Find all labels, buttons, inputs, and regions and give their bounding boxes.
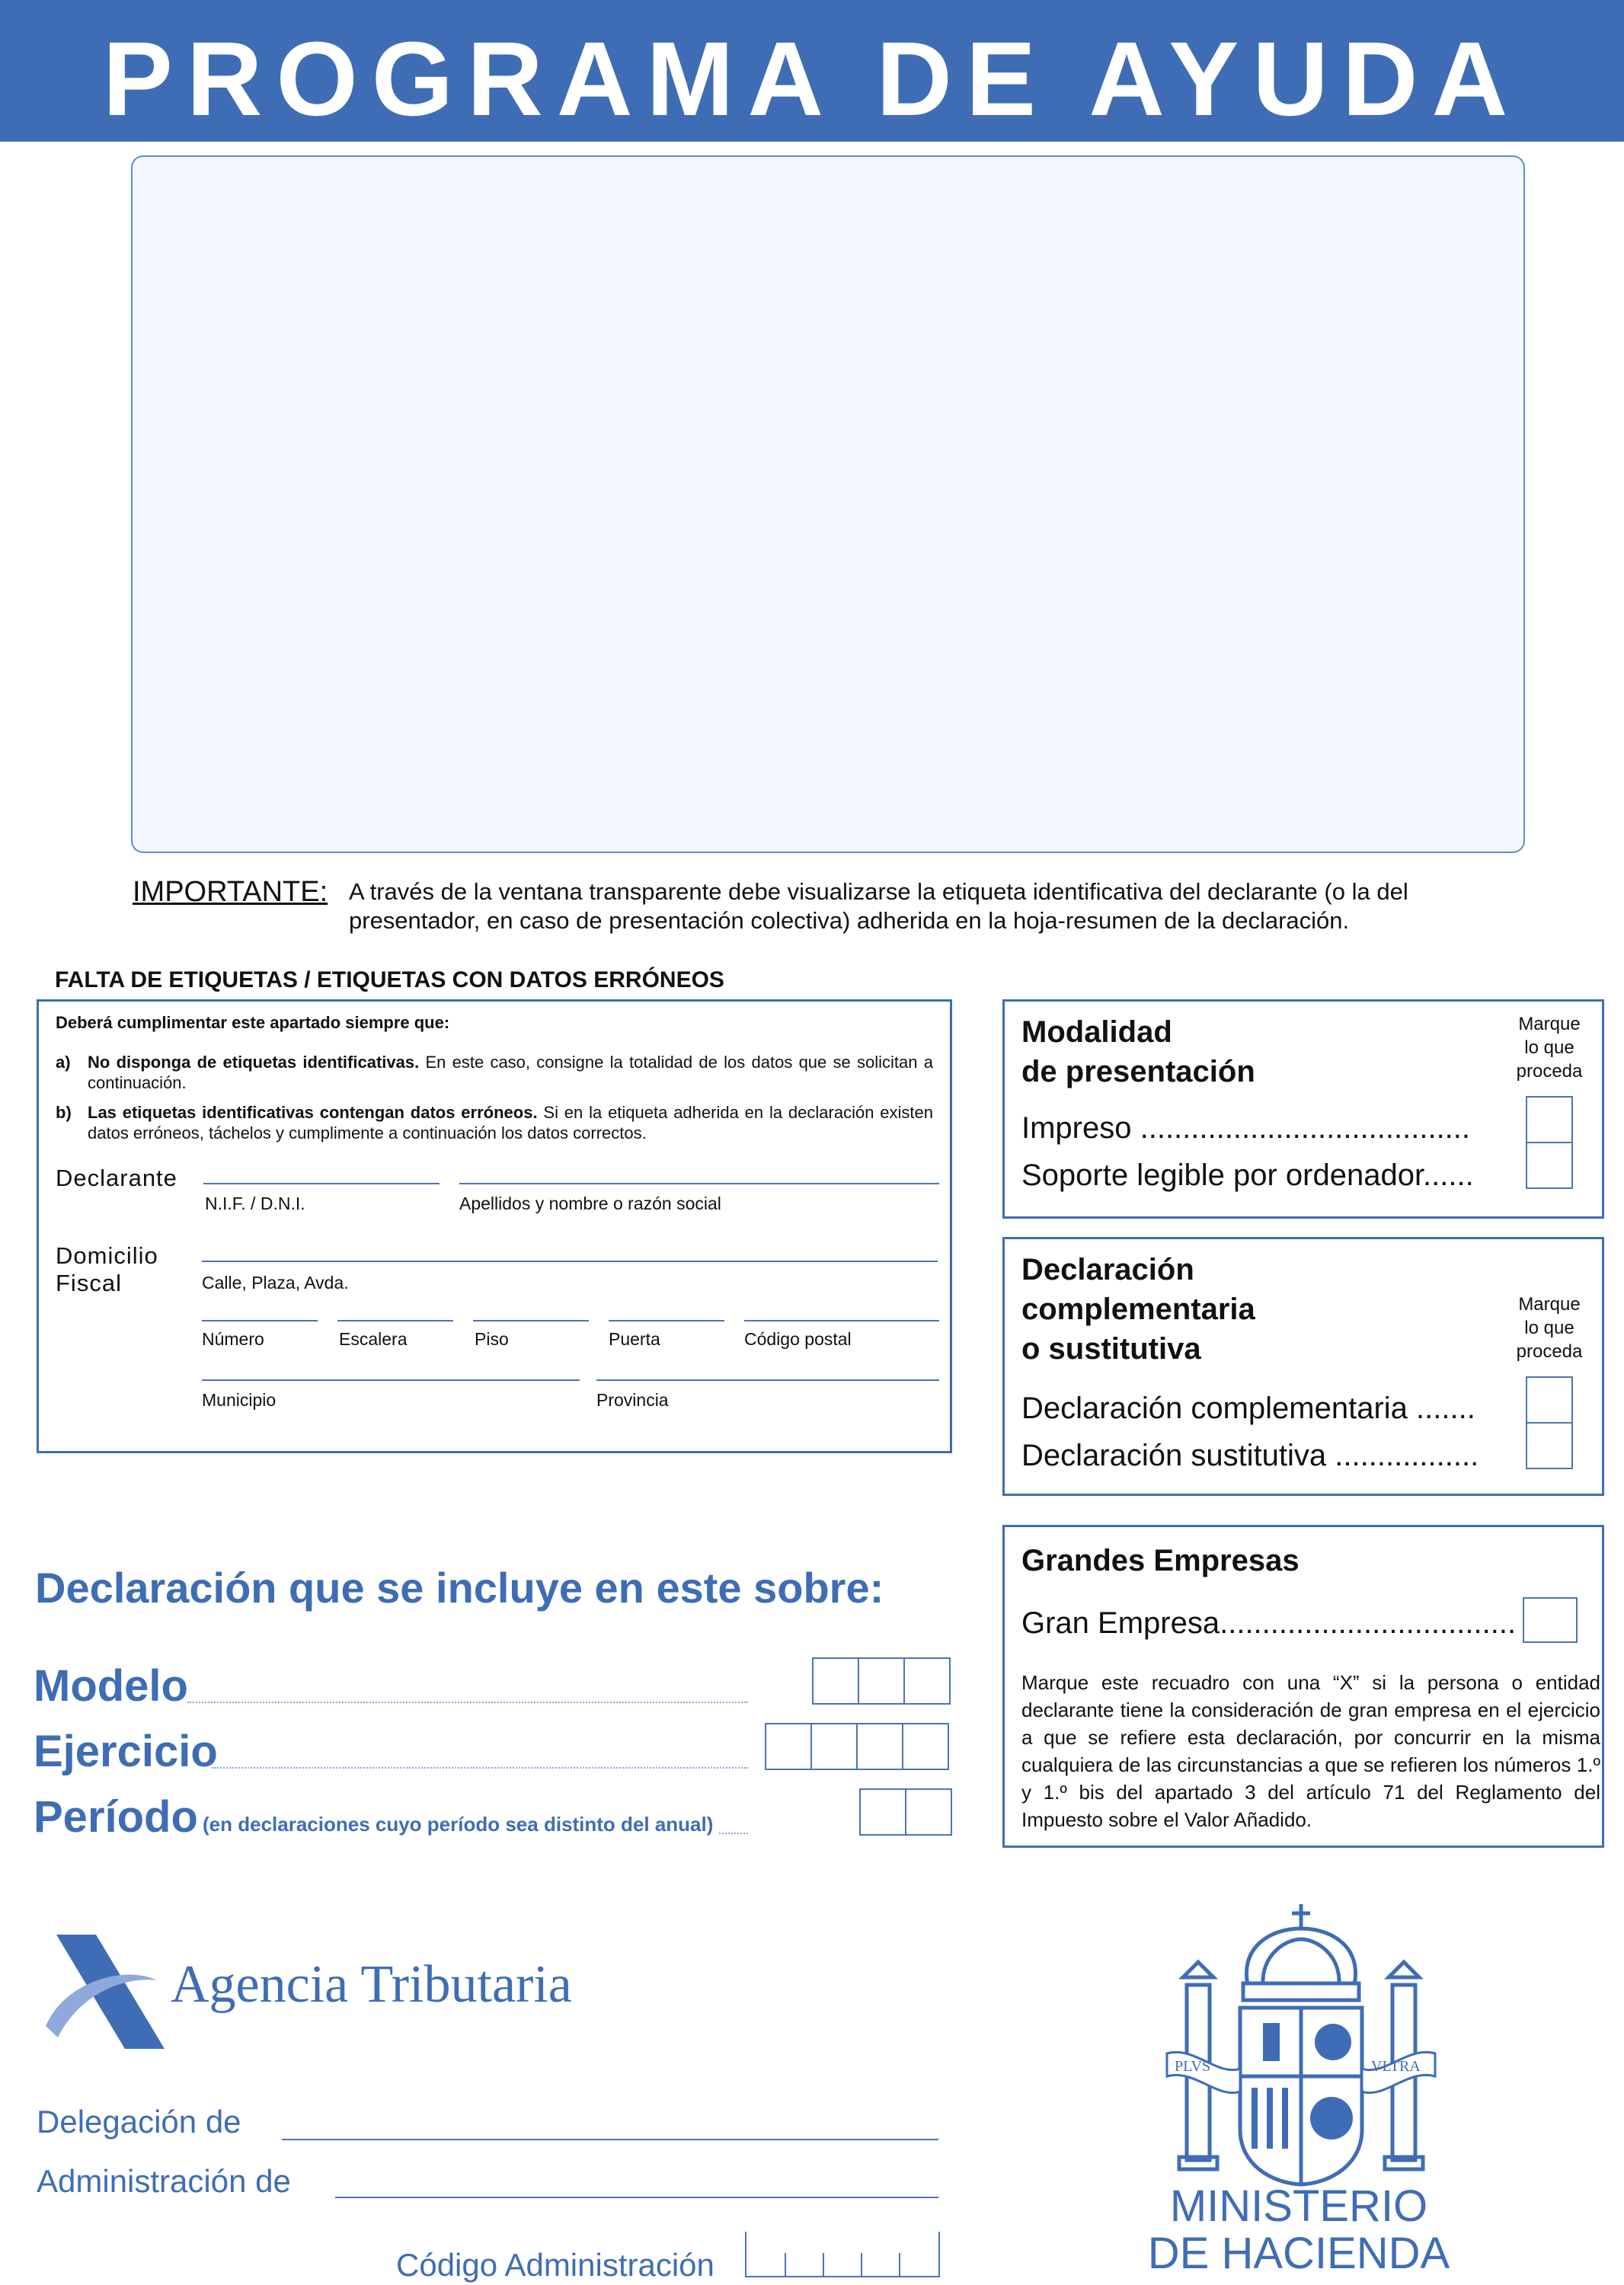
periodo-cell-1[interactable]: [859, 1788, 906, 1836]
gran-empresa-checkbox[interactable]: [1523, 1597, 1578, 1643]
domicilio-label2: Fiscal: [56, 1270, 122, 1296]
complementaria-title1: Declaración: [1021, 1253, 1194, 1286]
ejercicio-cell-3[interactable]: [856, 1723, 903, 1770]
apellidos-label: Apellidos y nombre o razón social: [459, 1194, 721, 1213]
importante-text: [349, 877, 1537, 935]
modalidad-marque: Marque lo que proceda: [1516, 1014, 1583, 1082]
puerta-label: Puerta: [609, 1329, 660, 1349]
apellidos-field[interactable]: [459, 1183, 939, 1184]
item-a-bold: No disponga de etiquetas identificativas.: [88, 1053, 420, 1072]
soporte-checkbox[interactable]: [1526, 1142, 1573, 1189]
sustitutiva-option: Declaración sustitutiva .................: [1021, 1439, 1479, 1472]
nif-field[interactable]: [203, 1183, 440, 1184]
numero-field[interactable]: [202, 1320, 318, 1321]
periodo-cell-2[interactable]: [905, 1788, 952, 1836]
agency-name: Agencia Tributaria: [171, 1955, 572, 2014]
falta-box: [37, 999, 952, 1453]
modelo-label: Modelo: [34, 1661, 188, 1711]
agencia-logo-icon: [43, 1935, 172, 2049]
gran-empresa-option: Gran Empresa...................................: [1021, 1606, 1517, 1640]
grandes-box: [1002, 1525, 1604, 1848]
provincia-field[interactable]: [596, 1379, 939, 1381]
cp-label: Código postal: [744, 1329, 852, 1349]
periodo-dots: [719, 1833, 748, 1834]
item-b-text: Si en la etiqueta adherida en la declaración existen datos erróneos, táchelos y cumplimente a continuación los datos correctos.: [88, 1103, 933, 1142]
puerta-field[interactable]: [609, 1320, 724, 1321]
item-a-letter: a): [56, 1053, 71, 1072]
item-b: [88, 1102, 933, 1143]
piso-field[interactable]: [473, 1320, 589, 1321]
importante-line2: presentador, en caso de presentación colectiva) adherida en la hoja-resumen de la declaración.: [349, 907, 1350, 934]
item-b-letter: b): [56, 1103, 72, 1122]
ejercicio-cell-4[interactable]: [902, 1723, 949, 1770]
impreso-checkbox[interactable]: [1526, 1096, 1573, 1143]
falta-title: FALTA DE ETIQUETAS / ETIQUETAS CON DATOS ERRÓNEOS: [55, 967, 724, 992]
cp-field[interactable]: [744, 1320, 939, 1321]
codigo-tick-2: [823, 2253, 824, 2276]
escalera-field[interactable]: [337, 1320, 453, 1321]
municipio-field[interactable]: [202, 1379, 580, 1381]
codigo-tick-1: [785, 2253, 786, 2276]
modalidad-box: [1002, 999, 1604, 1219]
administracion-field[interactable]: [335, 2197, 938, 2198]
modelo-dots: [187, 1702, 748, 1703]
modalidad-option-soporte: Soporte legible por ordenador......: [1021, 1158, 1474, 1192]
complementaria-title3: o sustitutiva: [1021, 1332, 1201, 1366]
ministerio-line2: DE HACIENDA: [1147, 2229, 1450, 2278]
nif-label: N.I.F. / D.N.I.: [205, 1194, 305, 1213]
coat-of-arms-icon: [1164, 1901, 1438, 2198]
ministerio-name: [1135, 2183, 1463, 2277]
escalera-label: Escalera: [339, 1329, 408, 1349]
ejercicio-label: Ejercicio: [34, 1727, 218, 1776]
modelo-cell-3[interactable]: [903, 1657, 951, 1705]
modalidad-option-impreso: Impreso .......................................: [1021, 1111, 1471, 1145]
modelo-cell-1[interactable]: [812, 1657, 859, 1705]
municipio-label: Municipio: [202, 1390, 277, 1410]
periodo-label: Período: [34, 1792, 198, 1842]
ejercicio-cell-2[interactable]: [810, 1723, 858, 1770]
ministerio-line1: MINISTERIO: [1169, 2181, 1428, 2231]
delegacion-field[interactable]: [282, 2139, 938, 2140]
codigo-label: Código Administración: [396, 2247, 714, 2283]
complementaria-marque: Marque lo que proceda: [1516, 1294, 1583, 1362]
plus-motto: PLVS: [1175, 2058, 1211, 2075]
calle-field[interactable]: [202, 1261, 938, 1262]
declaracion-title: Declaración que se incluye en este sobre:: [35, 1564, 884, 1612]
ejercicio-cell-1[interactable]: [765, 1723, 812, 1770]
modelo-cell-2[interactable]: [858, 1657, 905, 1705]
page-title: PROGRAMA DE AYUDA: [102, 21, 1522, 138]
provincia-label: Provincia: [596, 1390, 669, 1410]
domicilio-label1: Domicilio: [56, 1242, 158, 1269]
calle-label: Calle, Plaza, Avda.: [202, 1273, 349, 1293]
delegacion-label: Delegación de: [37, 2104, 241, 2140]
grandes-text: Marque este recuadro con una “X” si la persona o entidad declarante tiene la consideración de gran empresa en el ejercicio a que se refiere esta declaración, por concurrir en la misma cualquiera de las circunstancias a que se refieren los números 1.º y 1.º bis del apartado 3 del artículo 71 del Reglamento del Impuesto sobre el Valor Añadido.: [1021, 1671, 1600, 1831]
declarante-label: Declarante: [56, 1165, 177, 1191]
ultra-motto: VLTRA: [1371, 2058, 1421, 2075]
complementaria-box: [1002, 1237, 1604, 1496]
codigo-tick-4: [899, 2253, 900, 2276]
falta-intro: Deberá cumplimentar este apartado siempre que:: [56, 1013, 450, 1032]
ejercicio-dots: [212, 1767, 748, 1769]
item-b-bold: Las etiquetas identificativas contengan datos erróneos.: [88, 1103, 538, 1122]
item-a: [88, 1052, 933, 1093]
complementaria-checkbox[interactable]: [1526, 1376, 1573, 1424]
complementaria-option: Declaración complementaria .......: [1021, 1392, 1475, 1425]
modalidad-title2: de presentación: [1021, 1055, 1255, 1088]
importante-line1: A través de la ventana transparente debe visualizarse la etiqueta identificativa del declarante (o la del: [349, 878, 1408, 905]
item-a-text: En este caso, consigne la totalidad de los datos que se solicitan a continuación.: [88, 1053, 933, 1092]
modalidad-title1: Modalidad: [1021, 1015, 1172, 1049]
numero-label: Número: [202, 1329, 264, 1349]
administracion-label: Administración de: [37, 2163, 291, 2199]
sustitutiva-checkbox[interactable]: [1526, 1422, 1573, 1469]
grandes-title: Grandes Empresas: [1021, 1544, 1300, 1577]
codigo-field[interactable]: [745, 2232, 940, 2277]
periodo-note: (en declaraciones cuyo período sea distinto del anual): [203, 1813, 714, 1836]
piso-label: Piso: [475, 1329, 509, 1349]
importante-label: IMPORTANTE:: [133, 876, 328, 908]
label-window: [131, 155, 1525, 853]
complementaria-title2: complementaria: [1021, 1293, 1255, 1326]
codigo-tick-3: [861, 2253, 862, 2276]
